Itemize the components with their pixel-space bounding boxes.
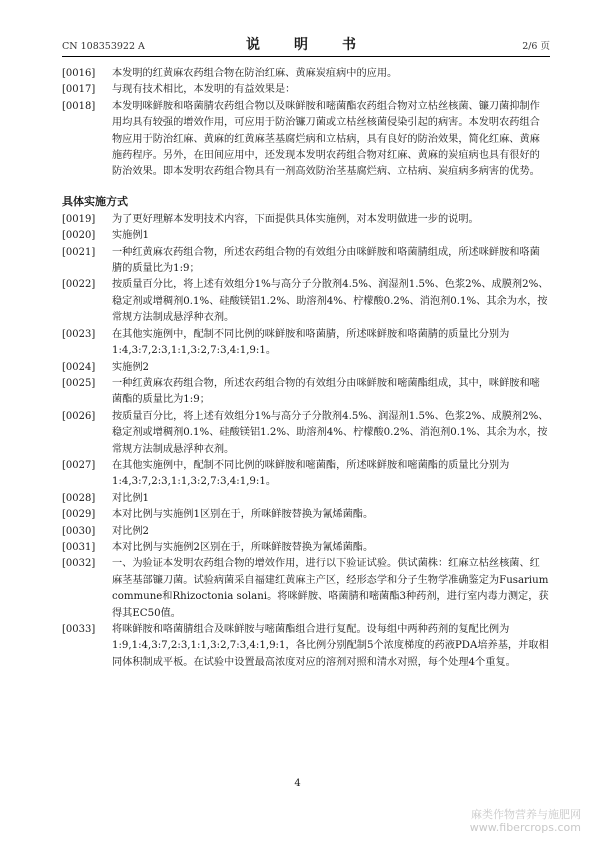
paragraph-0032 bbox=[62, 556, 550, 622]
paragraph-text: 一种红黄麻农药组合物，所述农药组合物的有效组分由咪鲜胺和嘧菌酯组成，其中，咪鲜胺和嘧菌酯的质量比为1:9； bbox=[112, 377, 540, 406]
paragraph-number: [0030] bbox=[62, 525, 96, 537]
paragraph-0027 bbox=[62, 458, 550, 491]
paragraph-text: 一种红黄麻农药组合物，所述农药组合物的有效组分由咪鲜胺和咯菌腈组成，所述咪鲜胺和咯菌腈的质量比为1:9； bbox=[112, 246, 540, 275]
paragraph-number: [0025] bbox=[62, 377, 96, 389]
paragraph-number: [0026] bbox=[62, 410, 96, 422]
paragraph-0025 bbox=[62, 376, 550, 409]
page-indicator: 2/6 页 bbox=[522, 41, 550, 52]
paragraph-number: [0032] bbox=[62, 558, 96, 570]
paragraph-0026 bbox=[62, 409, 550, 458]
document-body bbox=[62, 66, 550, 671]
paragraph-0021 bbox=[62, 245, 550, 278]
paragraph-0031 bbox=[62, 540, 550, 556]
page-header bbox=[62, 36, 550, 57]
paragraph-number: [0028] bbox=[62, 492, 96, 504]
paragraph-text: 实施例2 bbox=[112, 361, 150, 373]
paragraph-0023 bbox=[62, 327, 550, 360]
paragraph-text: 在其他实施例中，配制不同比例的咪鲜胺和嘧菌酯，所述咪鲜胺和嘧菌酯的质量比分别为1:4,3:7,2:3,1:1,3:2,7:3,4:1,9:1。 bbox=[112, 459, 510, 488]
paragraph-0020 bbox=[62, 228, 550, 244]
paragraph-text: 本对比例与实施例1区别在于，所咪鲜胺替换为氰烯菌酯。 bbox=[112, 509, 374, 521]
watermark-site-name: 麻类作物营养与施肥网 bbox=[471, 808, 581, 821]
patent-number: CN 108353922 A bbox=[62, 41, 145, 52]
document-title: 说 明 书 bbox=[246, 37, 366, 53]
paragraph-number: [0018] bbox=[62, 100, 96, 112]
paragraph-0033 bbox=[62, 622, 550, 671]
paragraph-0017 bbox=[62, 82, 550, 98]
paragraph-number: [0029] bbox=[62, 509, 96, 521]
paragraph-0022 bbox=[62, 277, 550, 326]
paragraph-text: 将咪鲜胺和咯菌腈组合及咪鲜胺与嘧菌酯组合进行复配。设每组中两种药剂的复配比例为1:9,1:4,3:7,2:3,1:1,3:2,7:3,4:1,9:1，各比例分别配制5个浓度梯度的药液PDA培养基，并取相同体积制成平板。在试验中设置最高浓度对应的溶剂对照和清水对照，每个处理4个重复。 bbox=[112, 624, 549, 668]
paragraph-0030 bbox=[62, 524, 550, 540]
paragraph-0029 bbox=[62, 507, 550, 523]
paragraph-text: 本对比例与实施例2区别在于，所咪鲜胺替换为氰烯菌酯。 bbox=[112, 541, 374, 553]
paragraph-text: 本发明咪鲜胺和咯菌腈农药组合物以及咪鲜胺和嘧菌酯农药组合物对立枯丝核菌、镰刀菌抑制作用均具有较强的增效作用，可应用于防治镰刀菌或立枯丝核菌侵染引起的病害。本发明农药组合物应用于防治红麻、黄麻的红黄麻茎基腐烂病和立枯病，具有良好的防治效果，简化红麻、黄麻施药程序。另外，在田间应用中，还发现本发明农药组合物对红麻、黄麻的炭疽病也具有很好的防治效果。即本发明农药组合物具有一剂高效防治茎基腐烂病、立枯病、炭疽病多病害的优势。 bbox=[112, 100, 540, 178]
paragraph-text: 对比例1 bbox=[112, 492, 150, 504]
paragraph-number: [0027] bbox=[62, 459, 96, 471]
paragraph-text: 一、为验证本发明农药组合物的增效作用，进行以下验证试验。供试菌株：红麻立枯丝核菌、红麻茎基部镰刀菌。试验病菌采自福建红黄麻主产区，经形态学和分子生物学准确鉴定为Fusarium commune和Rhizoctonia solani。将咪鲜胺、咯菌腈和嘧菌酯3种药剂，进行室内毒力测定，获得其EC50值。 bbox=[112, 558, 549, 619]
paragraph-text: 本发明的红黄麻农药组合物在防治红麻、黄麻炭疽病中的应用。 bbox=[112, 68, 398, 79]
paragraph-0016 bbox=[62, 66, 550, 82]
paragraph-number: [0020] bbox=[62, 230, 96, 242]
paragraph-number: [0022] bbox=[62, 279, 96, 291]
paragraph-0028 bbox=[62, 491, 550, 507]
paragraph-text: 在其他实施例中，配制不同比例的咪鲜胺和咯菌腈，所述咪鲜胺和咯菌腈的质量比分别为1:4,3:7,2:3,1:1,3:2,7:3,4:1,9:1。 bbox=[112, 328, 510, 357]
paragraph-text: 为了更好理解本发明技术内容，下面提供具体实施例，对本发明做进一步的说明。 bbox=[112, 213, 479, 225]
paragraph-0019 bbox=[62, 212, 550, 228]
paragraph-text: 对比例2 bbox=[112, 525, 150, 537]
watermark bbox=[470, 808, 581, 834]
paragraph-number: [0024] bbox=[62, 361, 96, 373]
paragraph-number: [0023] bbox=[62, 328, 96, 340]
paragraph-number: [0031] bbox=[62, 541, 96, 553]
watermark-url: www.fibercrops.com bbox=[469, 821, 581, 834]
paragraph-number: [0033] bbox=[62, 624, 96, 635]
paragraph-text: 按质量百分比，将上述有效组分1%与高分子分散剂4.5%、润湿剂1.5%、色浆2%、成膜剂2%、稳定剂或增稠剂0.1%、硅酸镁铝1.2%、助溶剂4%、柠檬酸0.2%、消泡剂0.1%、其余为水，按常规方法制成悬浮种衣剂。 bbox=[112, 279, 549, 324]
page-number: 4 bbox=[294, 778, 301, 789]
paragraph-number: [0017] bbox=[62, 84, 96, 96]
section-title: 具体实施方式 bbox=[62, 194, 128, 208]
paragraph-text: 与现有技术相比，本发明的有益效果是： bbox=[112, 84, 296, 96]
paragraph-text: 按质量百分比，将上述有效组分1%与高分子分散剂4.5%、润湿剂1.5%、色浆2%、成膜剂2%、稳定剂或增稠剂0.1%、硅酸镁铝1.2%、助溶剂4%、柠檬酸0.2%、消泡剂0.1%、其余为水，按常规方法制成悬浮种衣剂。 bbox=[112, 410, 549, 455]
paragraph-number: [0021] bbox=[62, 246, 96, 258]
paragraph-number: [0016] bbox=[62, 68, 96, 79]
paragraph-0018 bbox=[62, 99, 550, 181]
paragraph-text: 实施例1 bbox=[112, 230, 150, 242]
paragraph-0024 bbox=[62, 360, 550, 376]
paragraph-number: [0019] bbox=[62, 213, 96, 225]
